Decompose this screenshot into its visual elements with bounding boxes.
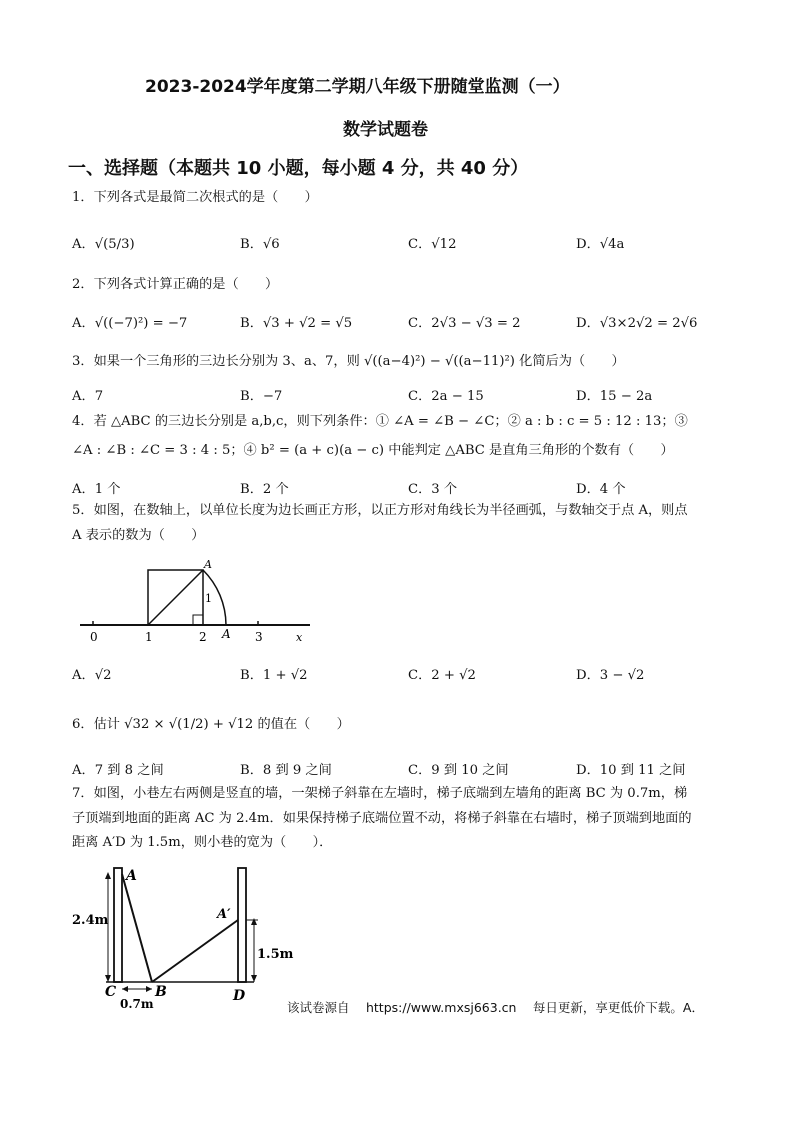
right-wall (238, 868, 246, 982)
question-4-option-c: C．3 个 (408, 482, 458, 497)
square-diagonal (148, 570, 203, 625)
question-4-option-b: B．2 个 (240, 482, 289, 497)
question-6-option-b: B．8 到 9 之间 (240, 763, 332, 778)
ladder-label-0-7m: 0.7m (120, 997, 154, 1011)
number-line-label-2: 2 (199, 630, 207, 644)
question-2-option-b: B．√3 + √2 = √5 (240, 316, 353, 331)
question-3-option-d: D．15 − 2a (576, 389, 653, 404)
question-3-option-c: C．2a − 15 (408, 389, 484, 404)
right-angle-mark (193, 615, 203, 625)
square-corner-label-a: A (204, 558, 212, 571)
ladder-left (122, 874, 152, 982)
question-4-option-a: A．1 个 (72, 482, 121, 497)
question-1-option-b: B．√6 (240, 237, 280, 252)
question-7-stem-line-2: 子顶端到地面的距离 AC 为 2.4m．如果保持梯子底端位置不动，将梯子斜靠在右墙时，梯子顶端到地面的 (72, 811, 692, 826)
ladder-label-b: B (155, 984, 167, 1000)
question-1-option-d: D．√4a (576, 237, 625, 252)
question-1-option-a: A．√(5/3) (72, 237, 135, 252)
question-4-stem-line-1: 4．若 △ABC 的三边长分别是 a,b,c，则下列条件：① ∠A = ∠B − ∠C；② a : b : c = 5 : 12 : 13；③ (72, 414, 688, 429)
question-5-stem-line-2: A 表示的数为（ ） (72, 528, 205, 543)
number-line-label-3: 3 (255, 630, 263, 644)
number-line-figure (78, 555, 318, 645)
number-line-label-0: 0 (90, 630, 98, 644)
ladder-right (152, 920, 238, 982)
ladder-label-2-4m: 2.4m (72, 913, 109, 928)
question-2-option-d: D．√3×2√2 = 2√6 (576, 316, 698, 331)
number-line-label-x: x (296, 631, 303, 644)
number-line-label-a: A (222, 627, 231, 641)
question-3-option-b: B．−7 (240, 389, 283, 404)
question-5-option-d: D．3 − √2 (576, 668, 645, 683)
page-title: 2023-2024学年度第二学期八年级下册随堂监测（一） (145, 77, 570, 97)
question-5-option-a: A．√2 (72, 668, 112, 683)
question-1-stem: 1．下列各式是最简二次根式的是（ ） (72, 190, 318, 205)
question-2-option-a: A．√((−7)²) = −7 (72, 316, 188, 331)
square-side-label-1: 1 (205, 592, 212, 605)
question-7-stem-line-3: 距离 A′D 为 1.5m，则小巷的宽为（ ）． (72, 835, 333, 850)
question-3-stem: 3．如果一个三角形的三边长分别为 3、a、7，则 √((a−4)²) − √((a−11)²) 化简后为（ ） (72, 354, 625, 369)
question-4-stem-line-2: ∠A : ∠B : ∠C = 3 : 4 : 5；④ b² = (a + c)(a − c) 中能判定 △ABC 是直角三角形的个数有（ ） (72, 443, 674, 458)
question-4-option-d: D．4 个 (576, 482, 626, 497)
ladder-label-c: C (105, 984, 117, 1000)
question-2-stem: 2．下列各式计算正确的是（ ） (72, 277, 279, 292)
question-1-option-c: C．√12 (408, 237, 457, 252)
ladder-figure (70, 862, 294, 1011)
question-5-option-b: B．1 + √2 (240, 668, 308, 683)
question-5-option-c: C．2 + √2 (408, 668, 476, 683)
question-6-option-c: C．9 到 10 之间 (408, 763, 509, 778)
page-subtitle: 数学试题卷 (343, 120, 428, 140)
ladder-label-1-5m: 1.5m (257, 947, 294, 962)
ladder-label-a: A (126, 868, 137, 884)
question-2-option-c: C．2√3 − √3 = 2 (408, 316, 521, 331)
question-3-option-a: A．7 (72, 389, 104, 404)
question-6-stem: 6．估计 √32 × √(1/2) + √12 的值在（ ） (72, 717, 350, 732)
question-6-option-a: A．7 到 8 之间 (72, 763, 164, 778)
section-heading: 一、选择题（本题共 10 小题，每小题 4 分，共 40 分） (68, 158, 529, 179)
left-wall (114, 868, 122, 982)
ladder-label-a-prime: A′ (217, 907, 231, 922)
question-6-option-d: D．10 到 11 之间 (576, 763, 686, 778)
ladder-label-d: D (233, 988, 246, 1004)
source-notice: 该试卷源自 https://www.mxsj663.cn 每日更新，享更低价下载。A． (287, 1000, 704, 1015)
number-line-label-1: 1 (145, 630, 153, 644)
question-7-stem-line-1: 7．如图，小巷左右两侧是竖直的墙，一架梯子斜靠在左墙时，梯子底端到左墙角的距离 BC 为 0.7m，梯 (72, 786, 688, 801)
question-5-stem-line-1: 5．如图，在数轴上，以单位长度为边长画正方形，以正方形对角线长为半径画弧，与数轴交于点 A，则点 (72, 503, 688, 518)
